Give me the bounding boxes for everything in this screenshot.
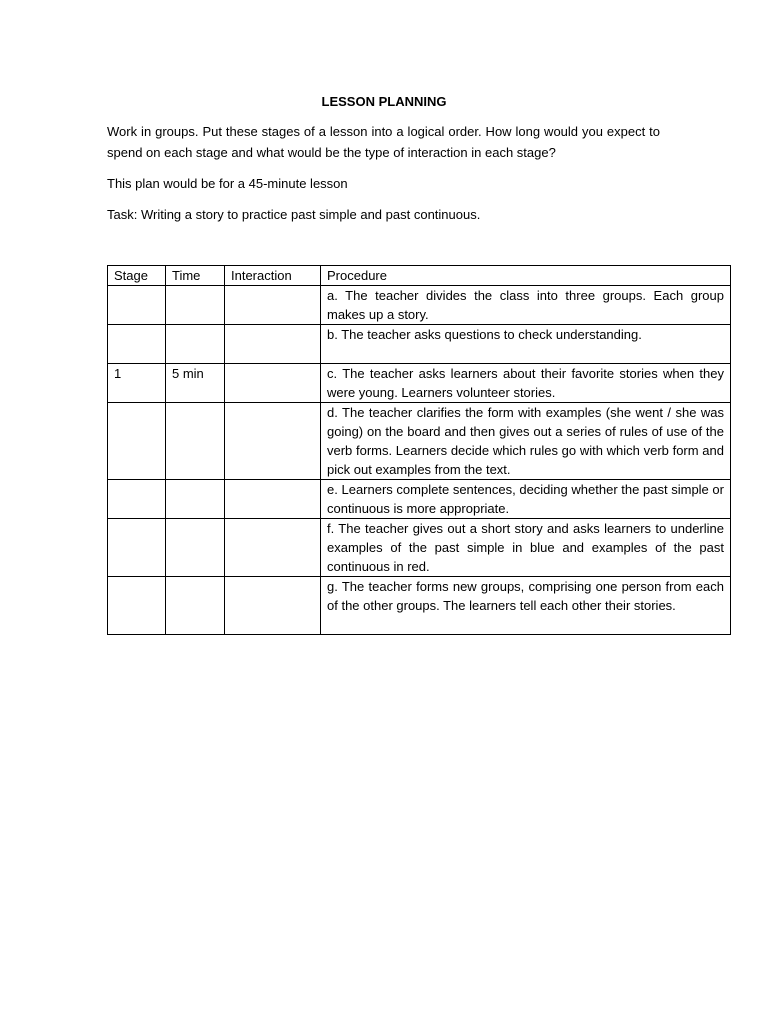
cell-interaction bbox=[225, 325, 321, 364]
table-row bbox=[108, 480, 731, 519]
instructions-paragraph: Work in groups. Put these stages of a lesson into a logical order. How long would you expect to spend on each stage and what would be the type of interaction in each stage? bbox=[107, 124, 660, 160]
header-interaction: Interaction bbox=[225, 266, 321, 286]
cell-stage bbox=[108, 286, 166, 325]
cell-stage bbox=[108, 403, 166, 480]
cell-procedure: c. The teacher asks learners about their favorite stories when they were young. Learners volunteer stories. bbox=[321, 364, 731, 403]
table-row bbox=[108, 364, 731, 403]
cell-time: 5 min bbox=[166, 364, 225, 403]
cell-procedure: e. Learners complete sentences, deciding whether the past simple or continuous is more appropriate. bbox=[321, 480, 731, 519]
table-row bbox=[108, 325, 731, 364]
cell-stage bbox=[108, 325, 166, 364]
cell-time bbox=[166, 577, 225, 635]
cell-procedure: b. The teacher asks questions to check understanding. bbox=[321, 325, 731, 364]
header-stage: Stage bbox=[108, 266, 166, 286]
table-row bbox=[108, 403, 731, 480]
task-paragraph: Task: Writing a story to practice past simple and past continuous. bbox=[107, 207, 481, 222]
cell-interaction bbox=[225, 403, 321, 480]
page-title: LESSON PLANNING bbox=[321, 94, 447, 109]
cell-stage: 1 bbox=[108, 364, 166, 403]
cell-procedure: a. The teacher divides the class into three groups. Each group makes up a story. bbox=[321, 286, 731, 325]
cell-stage bbox=[108, 577, 166, 635]
plan-length-paragraph: This plan would be for a 45-minute lesson bbox=[107, 176, 348, 191]
table-header-row bbox=[108, 266, 731, 286]
cell-time bbox=[166, 403, 225, 480]
cell-time bbox=[166, 480, 225, 519]
header-time: Time bbox=[166, 266, 225, 286]
cell-time bbox=[166, 286, 225, 325]
table-row bbox=[108, 519, 731, 577]
cell-interaction bbox=[225, 519, 321, 577]
lesson-plan-table bbox=[107, 265, 731, 635]
table-row bbox=[108, 577, 731, 635]
cell-procedure: g. The teacher forms new groups, comprising one person from each of the other groups. The learners tell each other their stories. bbox=[321, 577, 731, 635]
table-row bbox=[108, 286, 731, 325]
cell-stage bbox=[108, 519, 166, 577]
cell-interaction bbox=[225, 577, 321, 635]
cell-time bbox=[166, 519, 225, 577]
cell-interaction bbox=[225, 364, 321, 403]
cell-procedure: f. The teacher gives out a short story and asks learners to underline examples of the past simple in blue and examples of the past continuous in red. bbox=[321, 519, 731, 577]
cell-interaction bbox=[225, 480, 321, 519]
header-procedure: Procedure bbox=[321, 266, 731, 286]
cell-stage bbox=[108, 480, 166, 519]
cell-procedure: d. The teacher clarifies the form with examples (she went / she was going) on the board and then gives out a series of rules of use of the verb forms. Learners decide which rules go with which verb form and pick out examples from the text. bbox=[321, 403, 731, 480]
cell-interaction bbox=[225, 286, 321, 325]
cell-time bbox=[166, 325, 225, 364]
